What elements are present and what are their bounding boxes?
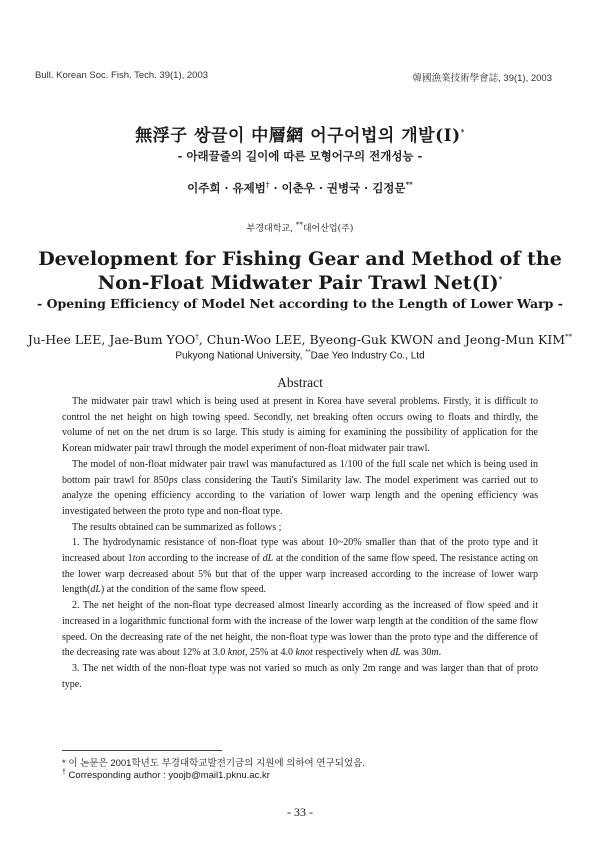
korean-subtitle: - 아래끌줄의 길이에 따른 모형어구의 전개성능 - [177,149,423,163]
korean-author: 이주희 [187,181,221,195]
abstract-body [62,394,538,692]
abstract-result-2: 2. The net height of the non-float type decreased almost linearly according as the increased of flow speed and it increased in a logarithmic functional form with the increase of the lower warp length at the condition of the same flow speed. On the decreasing rate of the net height, the non-float type was lower than the proto type and the difference of the decreasing rate was about 12% at 3.0 knot, 25% at 4.0 knot respectively when dL was 30m. [62,600,538,659]
running-header-left: Bull. Korean Soc. Fish. Tech. 39(1), 2003 [35,70,209,81]
author-mark: † [265,180,270,190]
abstract-result-1: 1. The hydrodynamic resistance of non-float type was about 10~20% smaller than that of the proto type and it increased about 1ton according to the increase of dL at the condition of the same flow speed. The resistance acting on the lower warp decreased about 5% but that of the upper warp increased according to the increase of lower warp length(dL) at the condition of the same flow speed. [62,537,538,596]
korean-title: 無浮子 쌍끌이 中層網 어구어법의 개발(Ⅰ)* [135,126,465,146]
korean-authors: 이주희 · 유제범† · 이춘우 · 권병국 · 김정문** [187,180,413,195]
abstract-result-3: 3. The net width of the non-float type was not varied so much as only 2m range and was larger than that of proto type. [62,662,538,690]
english-title-line1: Development for Fishing Gear and Method of the [38,248,562,270]
abstract-heading: Abstract [277,375,323,390]
abstract-paragraph: The midwater pair trawl which is being used at present in Korea have several problems. Firstly, it is difficult to control the net height on high towing speed. Secondly, net breaking often occurs owing to floats and thirdly, the volume of net on the net drum is so large. This study is aiming for examining the possibility of application for the Korean midwater pair trawl through the model experiment of non-float midwater pair trawl. [62,396,538,455]
author-mark: ** [405,180,413,190]
english-affiliation: Pukyong National University, **Dae Yeo Industry Co., Ltd [175,349,425,362]
korean-author: 김정문 [372,181,406,195]
english-title-line2: Non-Float Midwater Pair Trawl Net(Ⅰ)* [97,272,503,294]
korean-affiliation: 부경대학교, **대어산업(주) [246,221,354,234]
korean-author: 유제범 [232,181,266,195]
footnote-corresponding-author: † Corresponding author : yoojb@mail1.pknu.ac.kr [62,769,270,782]
abstract-paragraph: The model of non-float midwater pair trawl was manufactured as 1/100 of the full scale net which is being used in bottom pair trawl for 850ps class considering the Tauti's Similarity law. The model experiment was carried out to analyze the opening efficiency according to the variation of lower warp length and the opening efficiency was investigated between the proto type and non-float type. [62,458,538,517]
page-number: - 33 - [287,805,313,819]
english-subtitle: - Opening Efficiency of Model Net according to the Length of Lower Warp - [37,296,563,311]
english-authors: Ju-Hee LEE, Jae-Bum YOO†, Chun-Woo LEE, Byeong-Guk KWON and Jeong-Mun KIM** [27,332,573,347]
running-header-right: 韓國漁業技術學會誌, 39(1), 2003 [412,73,552,84]
abstract-paragraph: The results obtained can be summarized as follows ; [72,521,282,533]
korean-author: 권병국 [326,181,361,195]
footnote-funding: * 이 논문은 2001학년도 부경대학교발전기금의 지원에 의하여 연구되었음. [62,758,365,769]
footnote-divider [62,750,222,751]
korean-author: 이춘우 [281,181,315,195]
korean-title-mark: * [460,127,465,137]
